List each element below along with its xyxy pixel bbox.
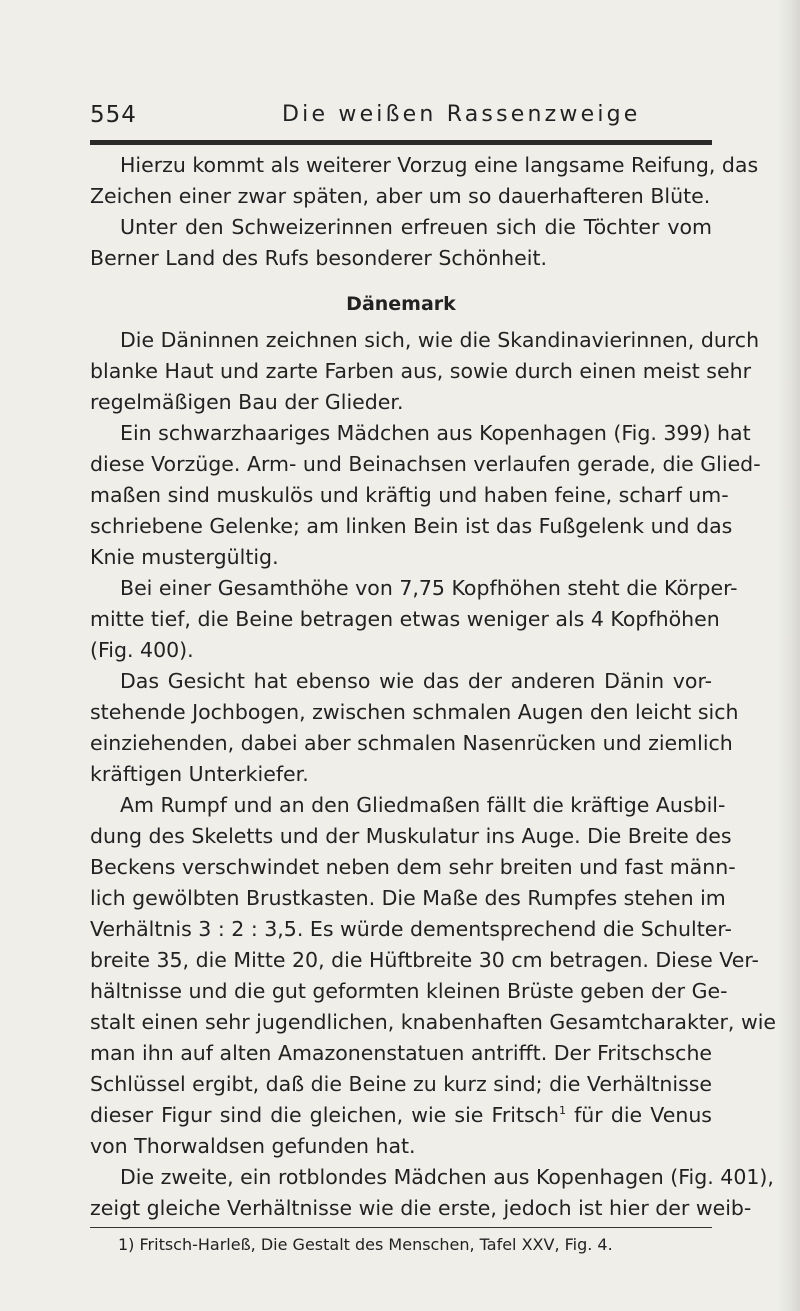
text-line: man ihn auf alten Amazonenstatuen antrifft. Der Fritschsche	[90, 1041, 713, 1065]
text-line: stehende Jochbogen, zwischen schmalen Augen den leicht sich	[90, 700, 739, 724]
text-line: Verhältnis 3 : 2 : 3,5. Es würde dementsprechend die Schulter-	[90, 917, 732, 941]
text-line: Hierzu kommt als weiterer Vorzug eine langsame Reifung, das	[120, 153, 759, 177]
text-line: Am Rumpf und an den Gliedmaßen fällt die kräftige Ausbil-	[120, 793, 726, 817]
text-line: kräftigen Unterkiefer.	[90, 762, 309, 786]
text-line: Die Däninnen zeichnen sich, wie die Skandinavierinnen, durch	[120, 328, 760, 352]
footnote-reference[interactable]: 1	[558, 1104, 566, 1118]
text-line: Knie mustergültig.	[90, 545, 279, 569]
text-line: Bei einer Gesamthöhe von 7,75 Kopfhöhen steht die Körper-	[120, 576, 738, 600]
page-number: 554	[90, 102, 137, 128]
page-header	[90, 102, 712, 136]
footnote: 1) Fritsch-Harleß, Die Gestalt des Menschen, Tafel XXV, Fig. 4.	[118, 1235, 613, 1254]
text-line: mitte tief, die Beine betragen etwas weniger als 4 Kopfhöhen	[90, 607, 720, 631]
text-line: stalt einen sehr jugendlichen, knabenhaften Gesamtcharakter, wie	[90, 1010, 777, 1034]
page-edge-shadow	[778, 0, 800, 1311]
text-segment: für die Venus	[565, 1103, 712, 1127]
text-line: (Fig. 400).	[90, 638, 194, 662]
text-line: diese Vorzüge. Arm- und Beinachsen verlaufen gerade, die Glied-	[90, 452, 761, 476]
text-line: einziehenden, dabei aber schmalen Nasenrücken und ziemlich	[90, 731, 733, 755]
text-line: Beckens verschwindet neben dem sehr breiten und fast männ-	[90, 855, 736, 879]
text-line: breite 35, die Mitte 20, die Hüftbreite 30 cm betragen. Diese Ver-	[90, 948, 759, 972]
text-line	[90, 1100, 712, 1131]
text-line: Schlüssel ergibt, daß die Beine zu kurz sind; die Verhältnisse	[90, 1072, 712, 1096]
text-line: dung des Skeletts und der Muskulatur ins Auge. Die Breite des	[90, 824, 732, 848]
text-line: von Thorwaldsen gefunden hat.	[90, 1134, 416, 1158]
text-line: Unter den Schweizerinnen erfreuen sich die Töchter vom	[120, 215, 712, 239]
text-line: regelmäßigen Bau der Glieder.	[90, 390, 404, 414]
text-line: blanke Haut und zarte Farben aus, sowie durch einen meist sehr	[90, 359, 752, 383]
text-line: maßen sind muskulös und kräftig und haben feine, scharf um-	[90, 483, 729, 507]
text-line: Die zweite, ein rotblondes Mädchen aus Kopenhagen (Fig. 401),	[120, 1165, 774, 1189]
text-line: Zeichen einer zwar späten, aber um so dauerhafteren Blüte.	[90, 184, 711, 208]
text-line: Das Gesicht hat ebenso wie das der anderen Dänin vor-	[120, 669, 712, 693]
running-title: Die weißen Rassenzweige	[282, 102, 641, 127]
text-line: lich gewölbten Brustkasten. Die Maße des Rumpfes stehen im	[90, 886, 726, 910]
text-line: Ein schwarzhaariges Mädchen aus Kopenhagen (Fig. 399) hat	[120, 421, 751, 445]
text-line: schriebene Gelenke; am linken Bein ist das Fußgelenk und das	[90, 514, 733, 538]
text-segment: dieser Figur sind die gleichen, wie sie Fritsch	[90, 1103, 559, 1127]
header-rule	[90, 140, 712, 145]
text-line: hältnisse und die gut geformten kleinen Brüste geben der Ge-	[90, 979, 728, 1003]
footnote-rule	[90, 1227, 712, 1228]
text-line: Berner Land des Rufs besonderer Schönheit.	[90, 246, 548, 270]
section-heading: Dänemark	[346, 293, 456, 315]
text-line: zeigt gleiche Verhältnisse wie die erste, jedoch ist hier der weib-	[90, 1196, 752, 1220]
body-text	[90, 150, 777, 1224]
